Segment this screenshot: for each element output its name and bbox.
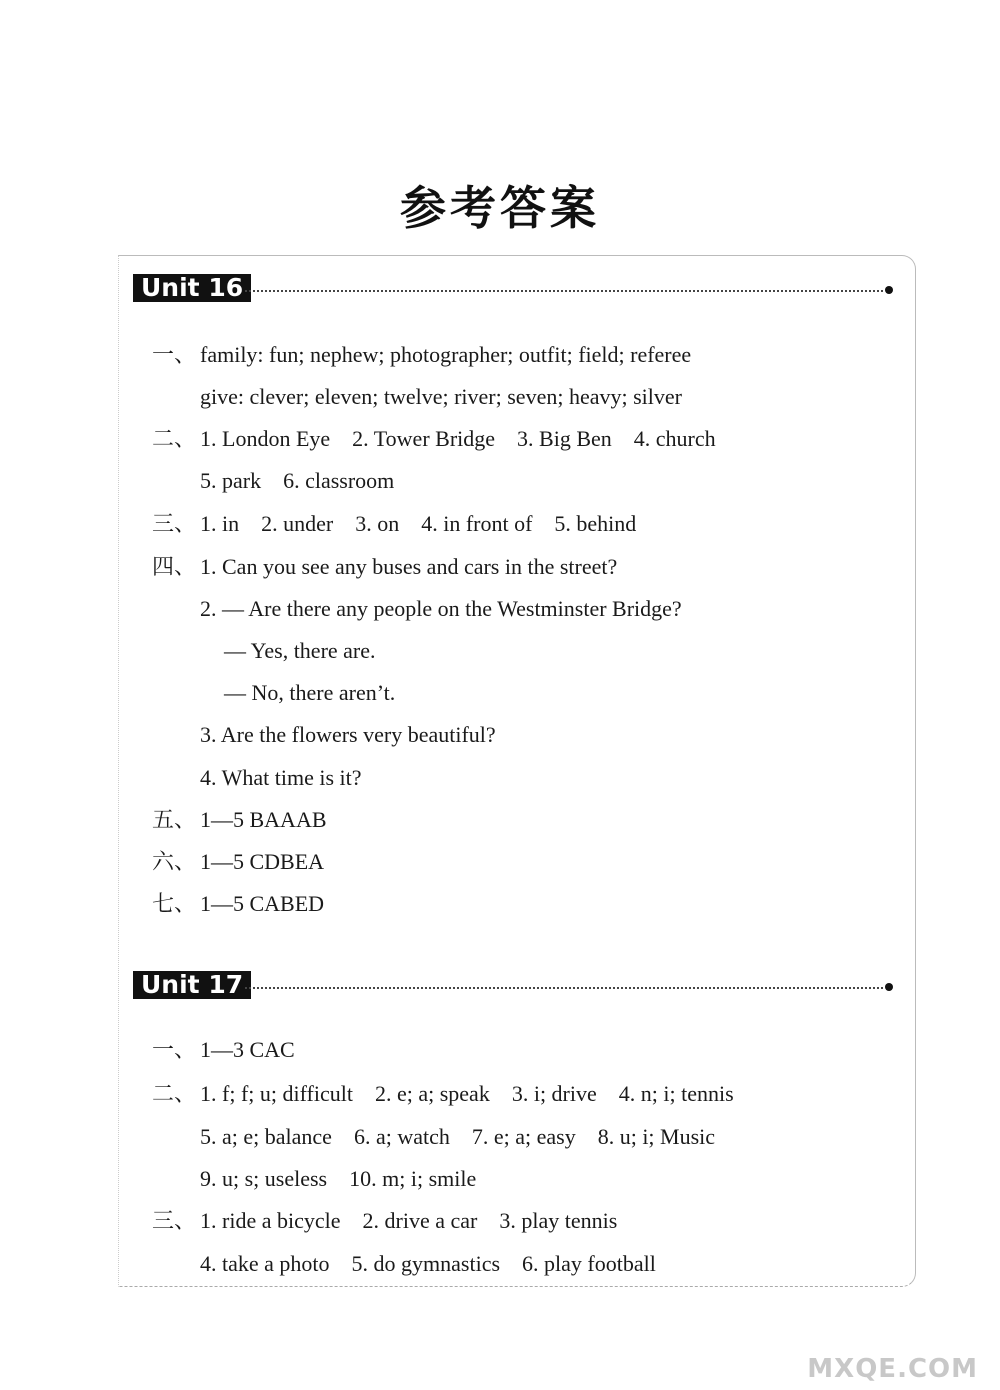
answer-item: 1—3 CAC: [200, 1037, 295, 1062]
section-number: 三、: [152, 511, 197, 536]
answer-item: 2. under: [261, 511, 334, 536]
watermark-logo: MXQE.COM: [807, 1354, 978, 1384]
dotted-rule: [245, 987, 883, 989]
answer-item: 3. play tennis: [499, 1208, 618, 1233]
answer-item: 1. London Eye: [200, 426, 331, 451]
answer-line: [200, 1122, 715, 1152]
answer-line: [152, 424, 716, 454]
answer-item: 4. What time is it?: [200, 765, 362, 790]
answer-line: [224, 636, 376, 666]
section-number: 七、: [152, 891, 197, 916]
answer-item: 3. on: [355, 511, 400, 536]
answer-item: 5. park: [200, 468, 262, 493]
page-title: 参考答案: [400, 181, 600, 235]
answer-item: 5. a; e; balance: [200, 1124, 332, 1149]
answer-item: 6. classroom: [283, 468, 395, 493]
answer-item: 2. Tower Bridge: [352, 426, 496, 451]
bullet-dot: [885, 286, 893, 294]
unit-badge: Unit 16: [133, 274, 251, 302]
answer-line: [200, 594, 682, 624]
answer-line: [152, 1079, 734, 1109]
answer-line: [152, 509, 636, 539]
answer-line: [152, 847, 324, 877]
section-number: 一、: [152, 1037, 197, 1062]
answer-item: 1—5 BAAAB: [200, 807, 327, 832]
answer-line: [200, 466, 394, 496]
answer-item: 1. f; f; u; difficult: [200, 1081, 353, 1106]
answer-item: 10. m; i; smile: [349, 1166, 477, 1191]
answer-line: [152, 889, 324, 919]
answer-line: [152, 340, 691, 370]
answer-line: [152, 552, 617, 582]
answer-line: [200, 1164, 476, 1194]
section-number: 二、: [152, 1081, 197, 1106]
answer-item: — No, there aren’t.: [224, 680, 396, 705]
answer-line: [152, 1206, 617, 1236]
section-number: 六、: [152, 849, 197, 874]
answer-line: [200, 720, 496, 750]
answer-item: 5. do gymnastics: [351, 1251, 501, 1276]
answer-item: 4. n; i; tennis: [618, 1081, 734, 1106]
answer-item: 3. i; drive: [511, 1081, 597, 1106]
answer-item: 1—5 CABED: [200, 891, 325, 916]
section-number: 二、: [152, 426, 197, 451]
answer-item: give: clever; eleven; twelve; river; seven; heavy; silver: [200, 384, 682, 409]
unit-badge: Unit 17: [133, 971, 251, 999]
answer-item: 4. church: [633, 426, 716, 451]
answer-item: 1—5 CDBEA: [200, 849, 325, 874]
answer-item: 3. Are the flowers very beautiful?: [200, 722, 496, 747]
answer-line: [200, 763, 362, 793]
answer-item: 7. e; a; easy: [471, 1124, 576, 1149]
answer-item: 4. take a photo: [200, 1251, 330, 1276]
section-number: 四、: [152, 554, 197, 579]
answer-line: [152, 1035, 295, 1065]
answer-item: 2. drive a car: [362, 1208, 478, 1233]
answer-item: 2. e; a; speak: [374, 1081, 490, 1106]
dotted-rule: [245, 290, 883, 292]
answer-item: 4. in front of: [421, 511, 533, 536]
answer-item: 1. ride a bicycle: [200, 1208, 341, 1233]
section-number: 三、: [152, 1208, 197, 1233]
unit-header: [133, 274, 893, 302]
answer-item: 5. behind: [554, 511, 637, 536]
section-number: 一、: [152, 342, 197, 367]
answer-item: — Yes, there are.: [224, 638, 376, 663]
answer-item: 1. in: [200, 511, 240, 536]
unit-header: [133, 971, 893, 999]
answer-item: 1. Can you see any buses and cars in the street?: [200, 554, 618, 579]
answer-line: [200, 1249, 656, 1279]
answer-item: 2. — Are there any people on the Westminster Bridge?: [200, 596, 682, 621]
answer-item: 9. u; s; useless: [200, 1166, 328, 1191]
answer-item: 6. a; watch: [353, 1124, 450, 1149]
answer-item: family: fun; nephew; photographer; outfit; field; referee: [200, 342, 692, 367]
bullet-dot: [885, 983, 893, 991]
answer-line: [152, 805, 327, 835]
answer-item: 6. play football: [522, 1251, 656, 1276]
answer-line: [200, 382, 682, 412]
answer-item: 3. Big Ben: [517, 426, 612, 451]
answer-line: [224, 678, 395, 708]
answer-item: 8. u; i; Music: [597, 1124, 716, 1149]
section-number: 五、: [152, 807, 197, 832]
